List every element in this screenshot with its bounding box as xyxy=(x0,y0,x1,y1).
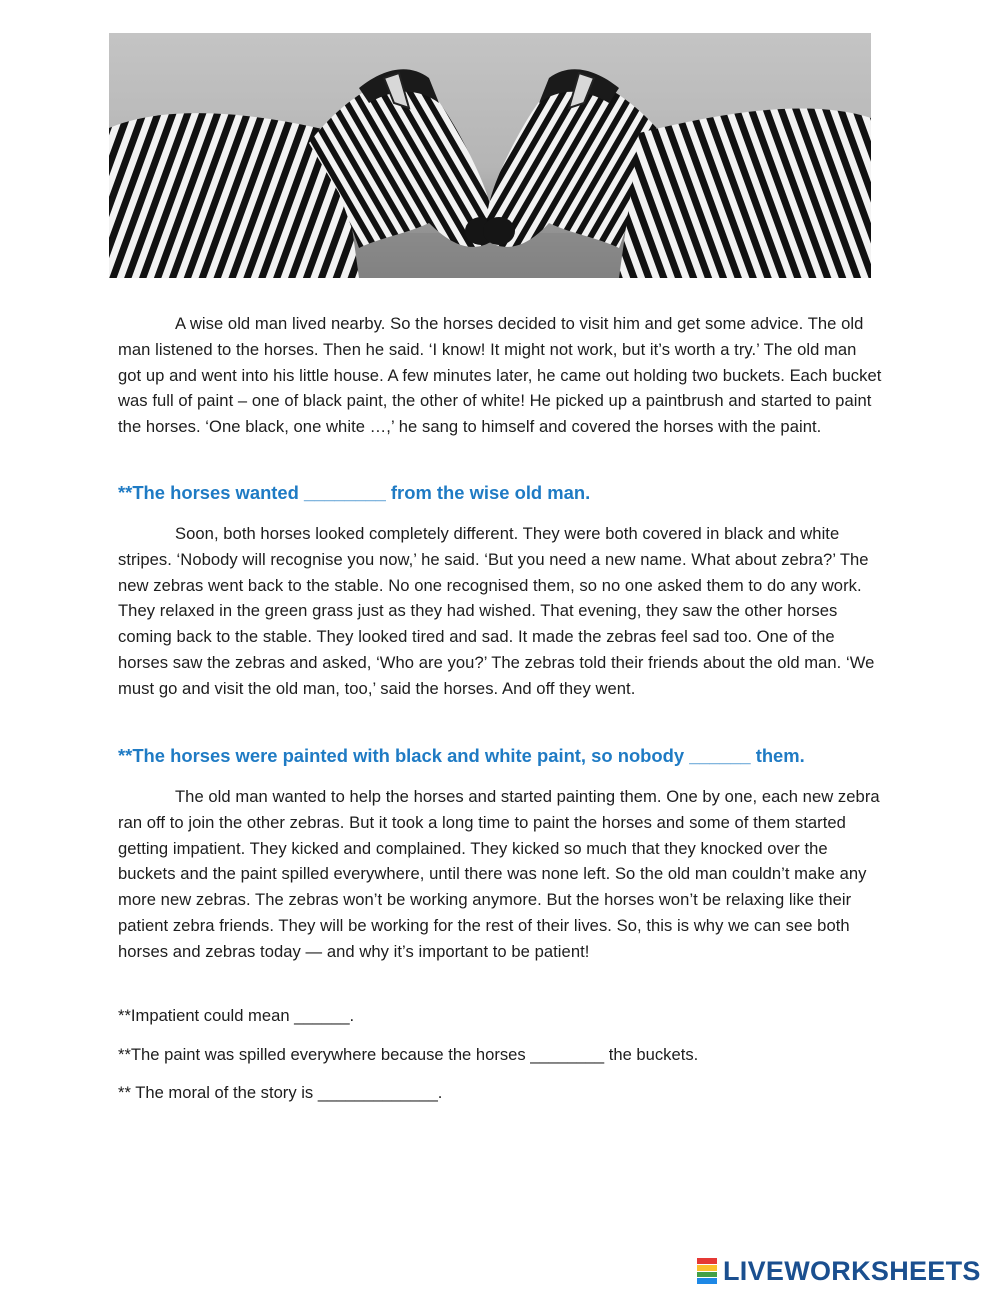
question-1: **The horses wanted ________ from the wise old man. xyxy=(118,482,591,503)
question-3: **Impatient could mean ______. xyxy=(118,1006,355,1025)
question-2: **The horses were painted with black and white paint, so nobody ______ them. xyxy=(118,745,805,766)
right-zebra-body xyxy=(619,109,871,278)
story-paragraph-3: The old man wanted to help the horses and started painting them. One by one, each new zebra ran off to join the other zebras. But it took a long time to paint the horses and some of them started getting impatient. They kicked and complained. They kicked so much that they knocked over the buckets and the paint spilled everywhere, until there was none left. So the old man couldn’t make any more new zebras. The zebras won’t be working anymore. But the horses won’t be relaxing like their patient zebra friends. They will be working for the rest of their lives. So, this is why we can see both horses and zebras today — and why it’s important to be patient! xyxy=(118,787,880,961)
liveworksheets-logo[interactable] xyxy=(697,1256,981,1286)
story-paragraph-2: Soon, both horses looked completely different. They were both covered in black and white stripes. ‘Nobody will recognise you now,’ he said. ‘But you need a new name. What about zebra?’ The new zebras went back to the stable. No one recognised them, so no one asked them to do any work. They relaxed in the green grass just as they had wished. That evening, they saw the other horses coming back to the stable. They looked tired and sad. It made the zebras feel sad too. One of the horses saw the zebras and asked, ‘Who are you?’ The zebras told their friends about the old man. ‘We must go and visit the old man, too,’ said the horses. And off they went. xyxy=(118,524,875,698)
question-4: **The paint was spilled everywhere because the horses ________ the buckets. xyxy=(118,1045,699,1064)
story-paragraph-1: A wise old man lived nearby. So the horses decided to visit him and get some advice. The old man listened to the horses. Then he said. ‘I know! It might not work, but it’s worth a try.’ The old man got up and went into his little house. A few minutes later, he came out holding two buckets. Each bucket was full of paint – one of black paint, the other of white! He picked up a paintbrush and started to paint the horses. ‘One black, one white …,’ he sang to himself and covered the horses with the paint. xyxy=(118,314,882,437)
right-zebra-muzzle xyxy=(483,217,515,245)
logo-text: LIVEWORKSHEETS xyxy=(723,1255,981,1286)
zebra-photo xyxy=(109,33,871,278)
question-5: ** The moral of the story is _____________. xyxy=(118,1083,443,1102)
logo-blocks-icon xyxy=(697,1258,719,1284)
